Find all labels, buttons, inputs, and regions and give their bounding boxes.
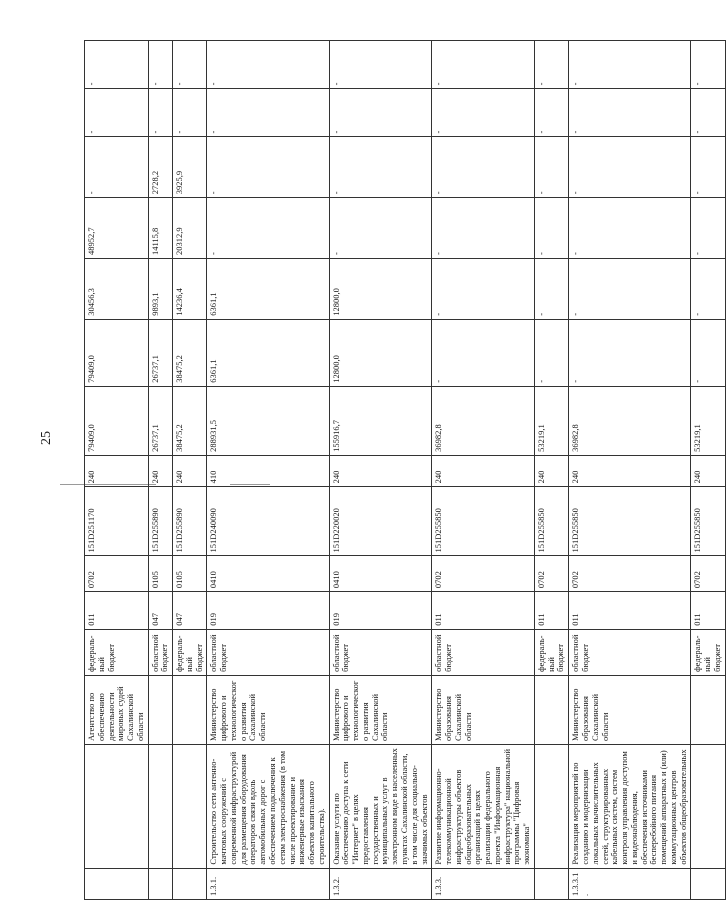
cell-exec (148, 675, 173, 744)
cell-c2: 0702 (534, 556, 568, 592)
cell-value: - (534, 198, 568, 259)
cell-value: - (534, 41, 568, 89)
cell-name (534, 744, 568, 868)
cell-value: 288931,5 (207, 386, 329, 455)
cell-value: 3925,9 (173, 137, 207, 198)
cell-value: 53219,1 (691, 386, 725, 455)
cell-value: 26737,1 (148, 319, 173, 386)
cell-value: 36982,8 (432, 386, 535, 455)
cell-value: - (432, 41, 535, 89)
cell-value: 26737,1 (148, 386, 173, 455)
cell-value: 53219,1 (534, 386, 568, 455)
cell-c3: 151D255850 (534, 487, 568, 556)
cell-value: 48952,7 (85, 198, 149, 259)
cell-value: - (691, 198, 725, 259)
cell-c1: 047 (173, 592, 207, 630)
cell-num: 1.3.2. (329, 868, 432, 899)
cell-value: - (569, 41, 691, 89)
cell-c4: 240 (691, 455, 725, 486)
cell-c4: 240 (85, 455, 149, 486)
cell-c4: 240 (148, 455, 173, 486)
table-row (691, 41, 725, 900)
cell-c1: 019 (329, 592, 432, 630)
cell-value: 38475,2 (173, 386, 207, 455)
cell-name: Реализация мероприятий по созданию и модернизации локальных вычислительных сетей, структурированных кабельных систем, систем контроля управления доступом и видеонаблюдения, обеспечения источниками бесперебойного питания помещений аппаратных и (или) коммутационных центров объектов общеобразовательных (569, 744, 691, 868)
cell-value: - (85, 89, 149, 137)
cell-c1: 047 (148, 592, 173, 630)
cell-value: 79409,0 (85, 319, 149, 386)
cell-name (85, 744, 149, 868)
cell-value: - (173, 41, 207, 89)
cell-value: - (691, 41, 725, 89)
cell-c2: 0105 (148, 556, 173, 592)
cell-c2: 0702 (569, 556, 691, 592)
cell-c4: 410 (207, 455, 329, 486)
cell-value: - (329, 41, 432, 89)
cell-value: 36982,8 (569, 386, 691, 455)
table-row (207, 41, 329, 900)
cell-c4: 240 (534, 455, 568, 486)
cell-src: областной бюджет (569, 629, 691, 675)
cell-value: - (207, 89, 329, 137)
cell-num: 1.3.1. (207, 868, 329, 899)
cell-value: - (85, 41, 149, 89)
cell-src: областной бюджет (432, 629, 535, 675)
cell-value: - (569, 259, 691, 320)
page-number: 25 (39, 431, 54, 445)
cell-exec (173, 675, 207, 744)
cell-src: федераль-ный бюджет (691, 629, 725, 675)
cell-c2: 0702 (691, 556, 725, 592)
cell-value: 12800,0 (329, 319, 432, 386)
cell-name: Строительство сети антенно-мачтовых сооружений с современной инфраструктурой для размещения оборудования операторов связи вдоль автомобильных дорог с обеспечением подключения к сетям электроснабжения (в том числе проектирование и инженерные изыскания объектов капитального строительства). (207, 744, 329, 868)
rotated-table (84, 40, 722, 900)
cell-c4: 240 (569, 455, 691, 486)
cell-value: - (691, 89, 725, 137)
cell-exec: Министерство цифрового и технологического развития Сахалинской области (207, 675, 329, 744)
cell-value: 9893,1 (148, 259, 173, 320)
cell-value: - (534, 137, 568, 198)
cell-c4: 240 (432, 455, 535, 486)
cell-value: 79409,0 (85, 386, 149, 455)
cell-num (85, 868, 149, 899)
cell-num: 1.3.3. (432, 868, 535, 899)
cell-c3: 151D255890 (148, 487, 173, 556)
cell-exec: Министерство образования Сахалинской области (569, 675, 691, 744)
table-row (329, 41, 432, 900)
cell-name: Оказание услуги по обеспечению доступа к сети "Интернет" в целях предоставления государственных и муниципальных услуг в электронном виде в населенных пунктах Сахалинской области, в том числе для социально-значимых объектов (329, 744, 432, 868)
cell-value: - (173, 89, 207, 137)
table-row (569, 41, 691, 900)
cell-c1: 011 (85, 592, 149, 630)
cell-value: 12800,0 (329, 259, 432, 320)
table-holder (84, 40, 722, 900)
cell-value: 14115,8 (148, 198, 173, 259)
cell-num (534, 868, 568, 899)
cell-value: - (569, 319, 691, 386)
cell-c2: 0702 (85, 556, 149, 592)
cell-name (148, 744, 173, 868)
cell-value: 30456,3 (85, 259, 149, 320)
cell-value: 38475,2 (173, 319, 207, 386)
cell-exec: Министерство образования Сахалинской области (432, 675, 535, 744)
cell-c1: 011 (534, 592, 568, 630)
cell-value: - (534, 89, 568, 137)
cell-value: - (432, 137, 535, 198)
cell-name (173, 744, 207, 868)
cell-value: - (432, 259, 535, 320)
cell-c1: 011 (432, 592, 535, 630)
cell-c2: 0702 (432, 556, 535, 592)
cell-c1: 011 (569, 592, 691, 630)
cell-value: - (329, 137, 432, 198)
cell-c3: 151D255850 (432, 487, 535, 556)
cell-c3: 151D220020 (329, 487, 432, 556)
cell-value: - (207, 41, 329, 89)
cell-src: федераль-ный бюджет (85, 629, 149, 675)
cell-exec (691, 675, 725, 744)
cell-c1: 019 (207, 592, 329, 630)
cell-num (691, 868, 725, 899)
cell-src: федераль-ный бюджет (534, 629, 568, 675)
cell-value: - (569, 137, 691, 198)
cell-value: - (85, 137, 149, 198)
cell-src: областной бюджет (329, 629, 432, 675)
cell-value: - (432, 198, 535, 259)
cell-src: областной бюджет (148, 629, 173, 675)
cell-c2: 0105 (173, 556, 207, 592)
cell-value: - (329, 198, 432, 259)
cell-value: - (691, 319, 725, 386)
cell-value: - (534, 319, 568, 386)
cell-exec: Министерство цифрового и технологического развития Сахалинской области (329, 675, 432, 744)
cell-value: 6361,1 (207, 319, 329, 386)
cell-exec (534, 675, 568, 744)
cell-value: - (432, 89, 535, 137)
cell-name (691, 744, 725, 868)
cell-value: - (207, 137, 329, 198)
table-row (432, 41, 535, 900)
cell-c4: 240 (173, 455, 207, 486)
cell-c3: 151D240090 (207, 487, 329, 556)
cell-c3: 151D255890 (173, 487, 207, 556)
cell-c3: 151D255850 (569, 487, 691, 556)
cell-value: - (329, 89, 432, 137)
cell-value: - (569, 89, 691, 137)
cell-value: - (148, 41, 173, 89)
cell-c2: 0410 (207, 556, 329, 592)
cell-value: 20312,9 (173, 198, 207, 259)
cell-c1: 011 (691, 592, 725, 630)
cell-value: - (691, 259, 725, 320)
cell-c3: 151D255850 (691, 487, 725, 556)
cell-num (173, 868, 207, 899)
cell-value: - (148, 89, 173, 137)
table-row (148, 41, 173, 900)
cell-c4: 240 (329, 455, 432, 486)
cell-value: - (534, 259, 568, 320)
cell-value: - (207, 198, 329, 259)
budget-table (84, 40, 726, 900)
cell-num (148, 868, 173, 899)
cell-value: 14236,4 (173, 259, 207, 320)
table-row (85, 41, 149, 900)
cell-src: федераль-ный бюджет (173, 629, 207, 675)
cell-value: 155916,7 (329, 386, 432, 455)
cell-value: 2728,2 (148, 137, 173, 198)
cell-exec: Агентство по обеспечению деятельности мировых судей Сахалинской области (85, 675, 149, 744)
table-row (173, 41, 207, 900)
cell-num: 1.3.3.1. (569, 868, 691, 899)
cell-src: областной бюджет (207, 629, 329, 675)
cell-c2: 0410 (329, 556, 432, 592)
cell-name: Развитие информационно-телекоммуникационной инфраструктуры объектов общеобразовательных организаций в целях реализации федерального проекта "Информационная инфраструктура" национальной программы "Цифровая экономика" (432, 744, 535, 868)
cell-value: - (691, 137, 725, 198)
cell-value: 6361,1 (207, 259, 329, 320)
cell-c3: 151D251170 (85, 487, 149, 556)
cell-value: - (569, 198, 691, 259)
cell-value: - (432, 319, 535, 386)
table-row (534, 41, 568, 900)
